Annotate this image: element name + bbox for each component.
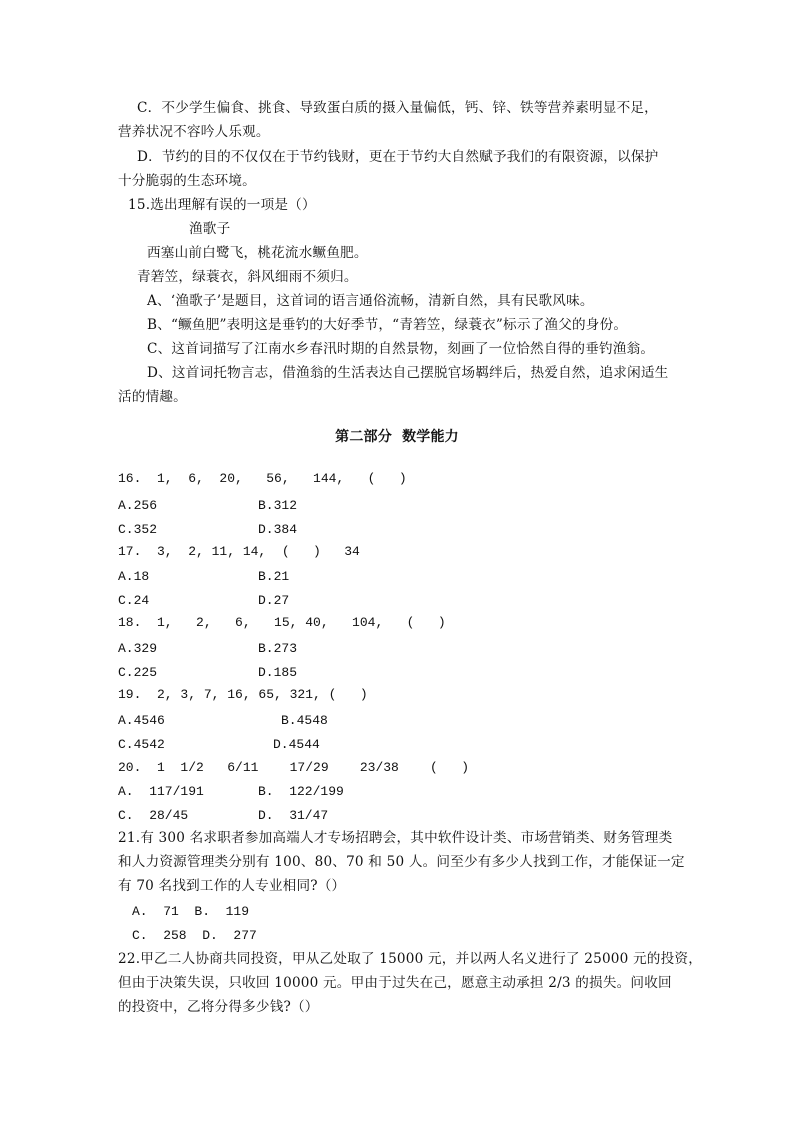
option-c-line2: 营养状况不容吟人乐观。 — [118, 124, 270, 140]
option-d-line2: 十分脆弱的生态环境。 — [118, 173, 256, 189]
q15-stem: 15.选出理解有误的一项是（） — [128, 197, 316, 213]
poem-line1: 西塞山前白鹭飞，桃花流水鳜鱼肥。 — [147, 245, 368, 261]
q19-stem: 19. 2, 3, 7, 16, 65, 321, ( ) — [118, 687, 368, 702]
q19-option-b: B.4548 — [281, 713, 328, 728]
q16-stem: 16. 1, 6, 20, 56, 144, ( ) — [118, 471, 407, 486]
q19-option-c: C.4542 — [118, 737, 165, 752]
q20-option-c: C. 28/45 — [118, 808, 189, 823]
q17-option-b: B.21 — [258, 569, 290, 584]
q18-option-b: B.273 — [258, 641, 298, 656]
q16-option-d: D.384 — [258, 522, 298, 537]
q15-option-c: C、这首词描写了江南水乡春汛时期的自然景物，刻画了一位恰然自得的垂钓渔翁。 — [147, 341, 655, 357]
q22-line1: 22.甲乙二人协商共同投资，甲从乙处取了 15000 元，并以两人名义进行了 25000 元的投资， — [118, 951, 702, 967]
section-heading: 第二部分 数学能力 — [335, 429, 459, 445]
q20-option-d: D. 31/47 — [258, 808, 329, 823]
q15-option-b: B、“鳜鱼肥”表明这是垂钓的大好季节，“青箬笠，绿蓑衣”标示了渔父的身份。 — [147, 317, 628, 333]
q21-line2: 和人力资源管理类分别有 100、80、70 和 50 人。问至少有多少人找到工作，才能保证一定 — [118, 854, 685, 870]
q17-option-c: C.24 — [118, 593, 150, 608]
q19-option-d: D.4544 — [273, 737, 320, 752]
q15-option-d-line1: D、这首词托物言志，借渔翁的生活表达自己摆脱官场羁绊后，热爱自然，追求闲适生 — [147, 365, 669, 381]
q15-option-d-line2: 活的情趣。 — [118, 389, 187, 405]
q22-line3: 的投资中，乙将分得多少钱?（） — [118, 999, 319, 1015]
q17-option-a: A.18 — [118, 569, 150, 584]
option-c-line1: C．不少学生偏食、挑食、导致蛋白质的摄入量偏低，钙、锌、铁等营养素明显不足， — [137, 100, 658, 116]
q21-line1: 21.有 300 名求职者参加高端人才专场招聘会，其中软件设计类、市场营销类、财务管理类 — [118, 830, 673, 846]
q22-line2: 但由于决策失误，只收回 10000 元。甲由于过失在己，愿意主动承担 2/3 的损失。问收回 — [118, 975, 672, 991]
q16-option-b: B.312 — [258, 498, 298, 513]
q21-options-ab: A. 71 B. 119 — [132, 904, 250, 919]
q18-stem: 18. 1, 2, 6, 15, 40, 104, ( ) — [118, 615, 446, 630]
poem-title: 渔歌子 — [189, 221, 231, 237]
q18-option-d: D.185 — [258, 665, 298, 680]
q21-line3: 有 70 名找到工作的人专业相同?（） — [118, 878, 346, 894]
q18-option-c: C.225 — [118, 665, 158, 680]
q15-option-a: A、‘渔歌子’是题目，这首词的语言通俗流畅，清新自然，具有民歌风味。 — [147, 293, 594, 309]
q16-option-a: A.256 — [118, 498, 158, 513]
q21-options-cd: C. 258 D. 277 — [132, 928, 257, 943]
poem-line2: 青箬笠，绿蓑衣，斜风细雨不须归。 — [137, 269, 358, 285]
option-d-line1: D．节约的目的不仅仅在于节约钱财，更在于节约大自然赋予我们的有限资源，以保护 — [137, 149, 659, 165]
q18-option-a: A.329 — [118, 641, 158, 656]
q19-option-a: A.4546 — [118, 713, 165, 728]
q20-option-a: A. 117/191 — [118, 784, 204, 799]
q17-option-d: D.27 — [258, 593, 290, 608]
q20-option-b: B. 122/199 — [258, 784, 344, 799]
q16-option-c: C.352 — [118, 522, 158, 537]
q17-stem: 17. 3, 2, 11, 14, ( ) 34 — [118, 544, 360, 559]
q20-stem: 20. 1 1/2 6/11 17/29 23/38 ( ) — [118, 760, 470, 775]
